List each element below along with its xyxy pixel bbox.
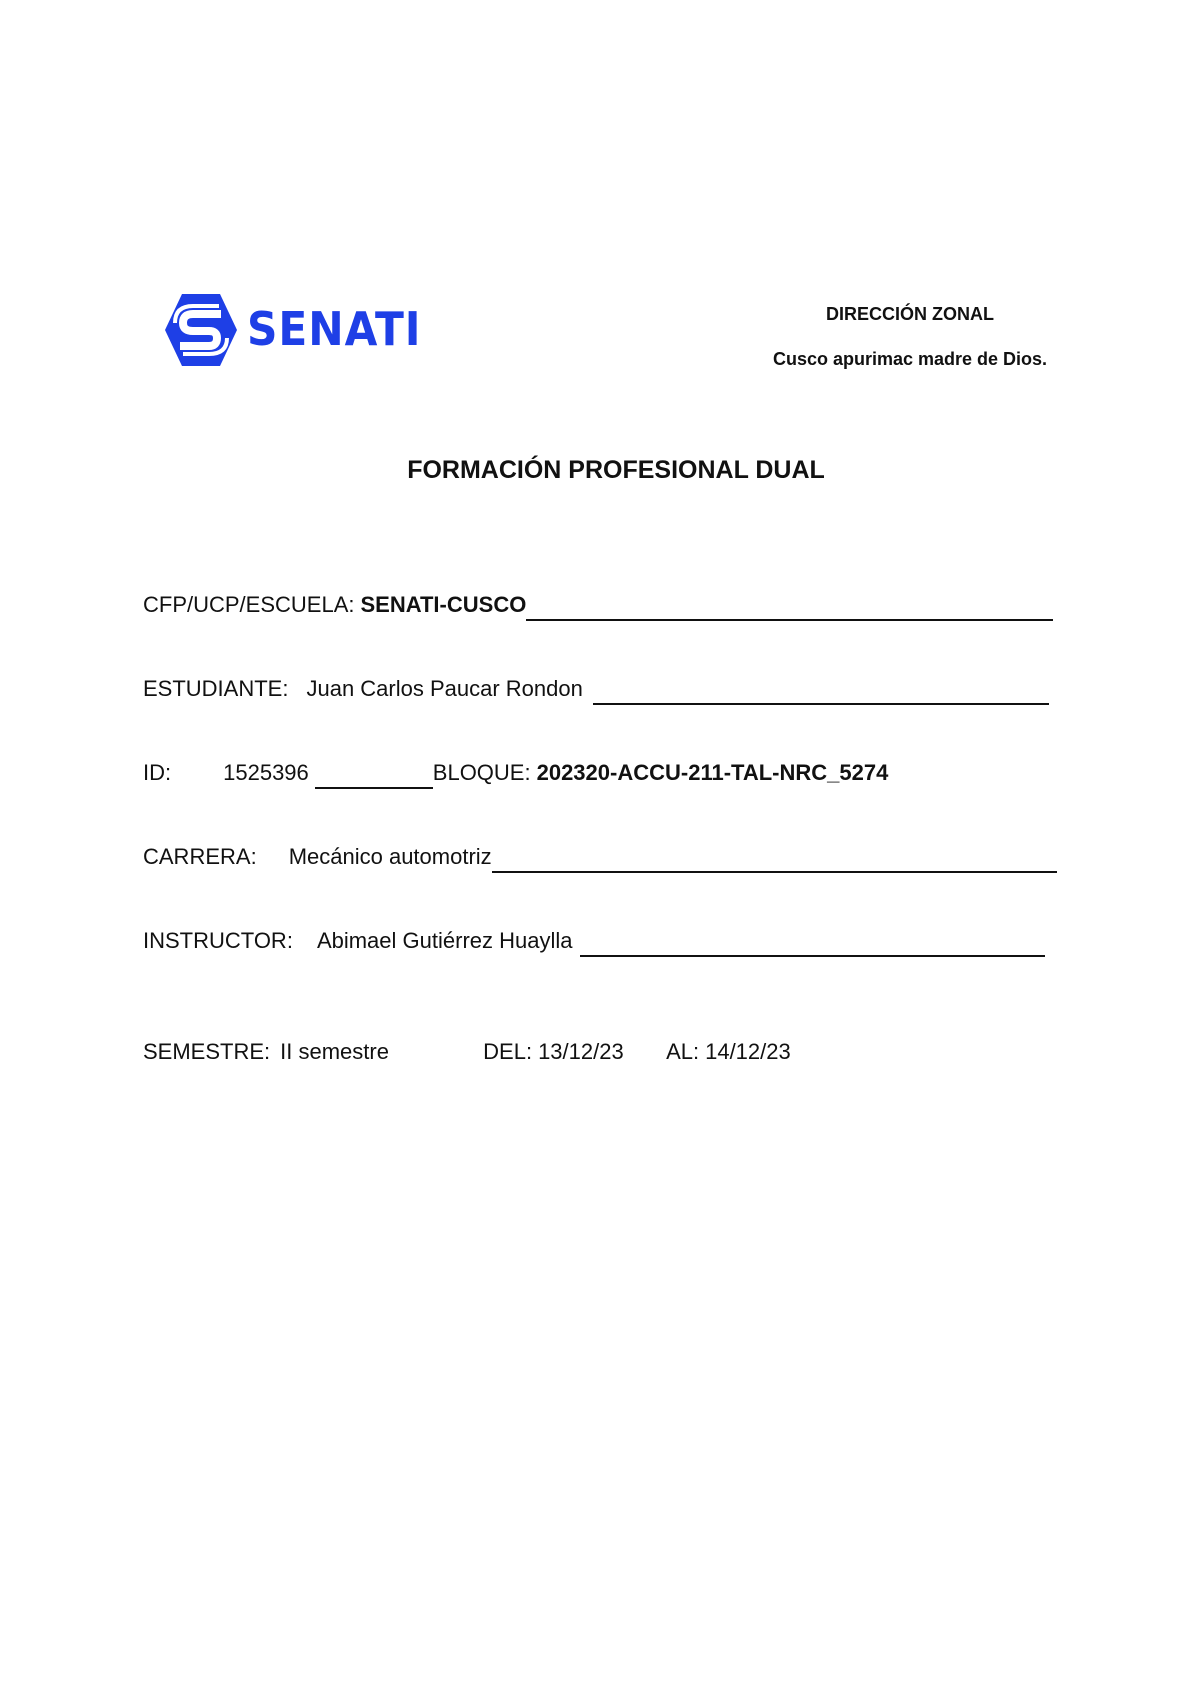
career-label: CARRERA: (143, 844, 257, 869)
career-row (143, 844, 1057, 870)
from-label: DEL: (483, 1039, 533, 1064)
school-row (143, 592, 1053, 618)
id-label: ID: (143, 760, 172, 785)
semester-value: II semestre (280, 1039, 389, 1064)
instructor-value: Abimael Gutiérrez Huaylla (316, 928, 573, 953)
zonal-name: Cusco apurimac madre de Dios. (772, 349, 1048, 369)
instructor-underline (580, 935, 1045, 957)
from-date: 13/12/23 (538, 1039, 624, 1064)
instructor-row (143, 928, 1045, 954)
senati-hexagon-icon (163, 292, 239, 368)
student-label: ESTUDIANTE: (143, 676, 289, 701)
zonal-title: DIRECCIÓN ZONAL (826, 304, 994, 324)
instructor-label: INSTRUCTOR: (143, 928, 293, 953)
school-underline (526, 599, 1053, 621)
school-value: SENATI-CUSCO (360, 592, 527, 617)
id-underline (315, 767, 433, 789)
to-label: AL: (666, 1039, 700, 1064)
student-value: Juan Carlos Paucar Rondon (306, 676, 583, 701)
career-underline (492, 851, 1057, 873)
student-underline (593, 683, 1049, 705)
to-date: 14/12/23 (705, 1039, 791, 1064)
senati-logo (163, 292, 422, 372)
page-title: FORMACIÓN PROFESIONAL DUAL (407, 456, 825, 484)
block-label: BLOQUE: (432, 760, 531, 785)
semester-row (143, 1039, 791, 1065)
zonal-direction (740, 304, 1080, 370)
id-value: 1525396 (223, 760, 309, 785)
block-value: 202320-ACCU-211-TAL-NRC_5274 (536, 760, 889, 785)
id-row (143, 760, 888, 786)
school-label: CFP/UCP/ESCUELA: (143, 592, 355, 617)
career-value: Mecánico automotriz (288, 844, 492, 869)
logo-wordmark: SENATI (247, 302, 422, 356)
student-row (143, 676, 1049, 702)
semester-label: SEMESTRE: (143, 1039, 271, 1064)
